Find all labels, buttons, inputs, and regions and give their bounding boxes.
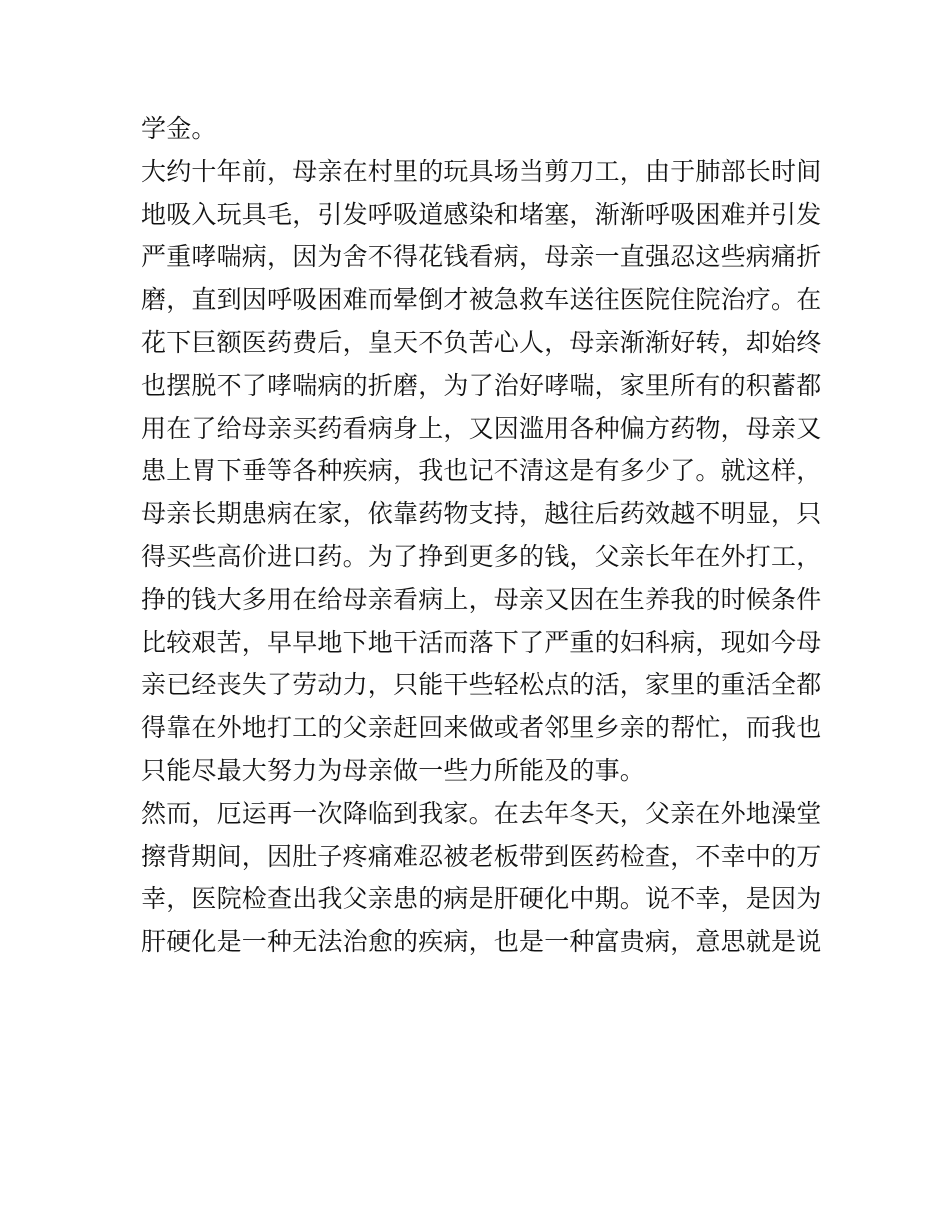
text-line: 学金。: [141, 114, 217, 143]
text-line: 挣的钱大多用在给母亲看病上，母亲又因在生养我的时候条件: [141, 584, 822, 614]
text-line: 用在了给母亲买药看病身上，又因滥用各种偏方药物，母亲又: [141, 413, 822, 443]
text-line: 花下巨额医药费后，皇天不负苦心人，母亲渐渐好转，却始终: [141, 327, 822, 357]
text-line: 比较艰苦，早早地下地干活而落下了严重的妇科病，现如今母: [141, 627, 822, 657]
text-line: 得靠在外地打工的父亲赶回来做或者邻里乡亲的帮忙，而我也: [141, 713, 822, 743]
text-line: 严重哮喘病，因为舍不得花钱看病，母亲一直强忍这些病痛折: [141, 242, 822, 272]
text-line: 也摆脱不了哮喘病的折磨，为了治好哮喘，家里所有的积蓄都: [141, 370, 822, 400]
text-line: 擦背期间，因肚子疼痛难忍被老板带到医药检查，不幸中的万: [141, 841, 822, 871]
text-line: 母亲长期患病在家，依靠药物支持，越往后药效越不明显，只: [141, 499, 822, 529]
text-line: 得买些高价进口药。为了挣到更多的钱，父亲长年在外打工，: [141, 541, 822, 571]
text-line: 亲已经丧失了劳动力，只能干些轻松点的活，家里的重活全都: [141, 670, 822, 700]
text-line: 然而，厄运再一次降临到我家。在去年冬天，父亲在外地澡堂: [141, 798, 822, 828]
text-line: 患上胃下垂等各种疾病，我也记不清这是有多少了。就这样，: [141, 456, 822, 486]
text-line: 地吸入玩具毛，引发呼吸道感染和堵塞，渐渐呼吸困难并引发: [141, 199, 822, 229]
body-text: [141, 108, 821, 964]
text-line: 磨，直到因呼吸困难而晕倒才被急救车送往医院住院治疗。在: [141, 285, 822, 315]
text-line: 大约十年前，母亲在村里的玩具场当剪刀工，由于肺部长时间: [141, 156, 822, 186]
text-line: 幸，医院检查出我父亲患的病是肝硬化中期。说不幸，是因为: [141, 884, 822, 914]
text-line: 肝硬化是一种无法治愈的疾病，也是一种富贵病，意思就是说: [141, 927, 822, 957]
text-line: 只能尽最大努力为母亲做一些力所能及的事。: [141, 755, 646, 785]
